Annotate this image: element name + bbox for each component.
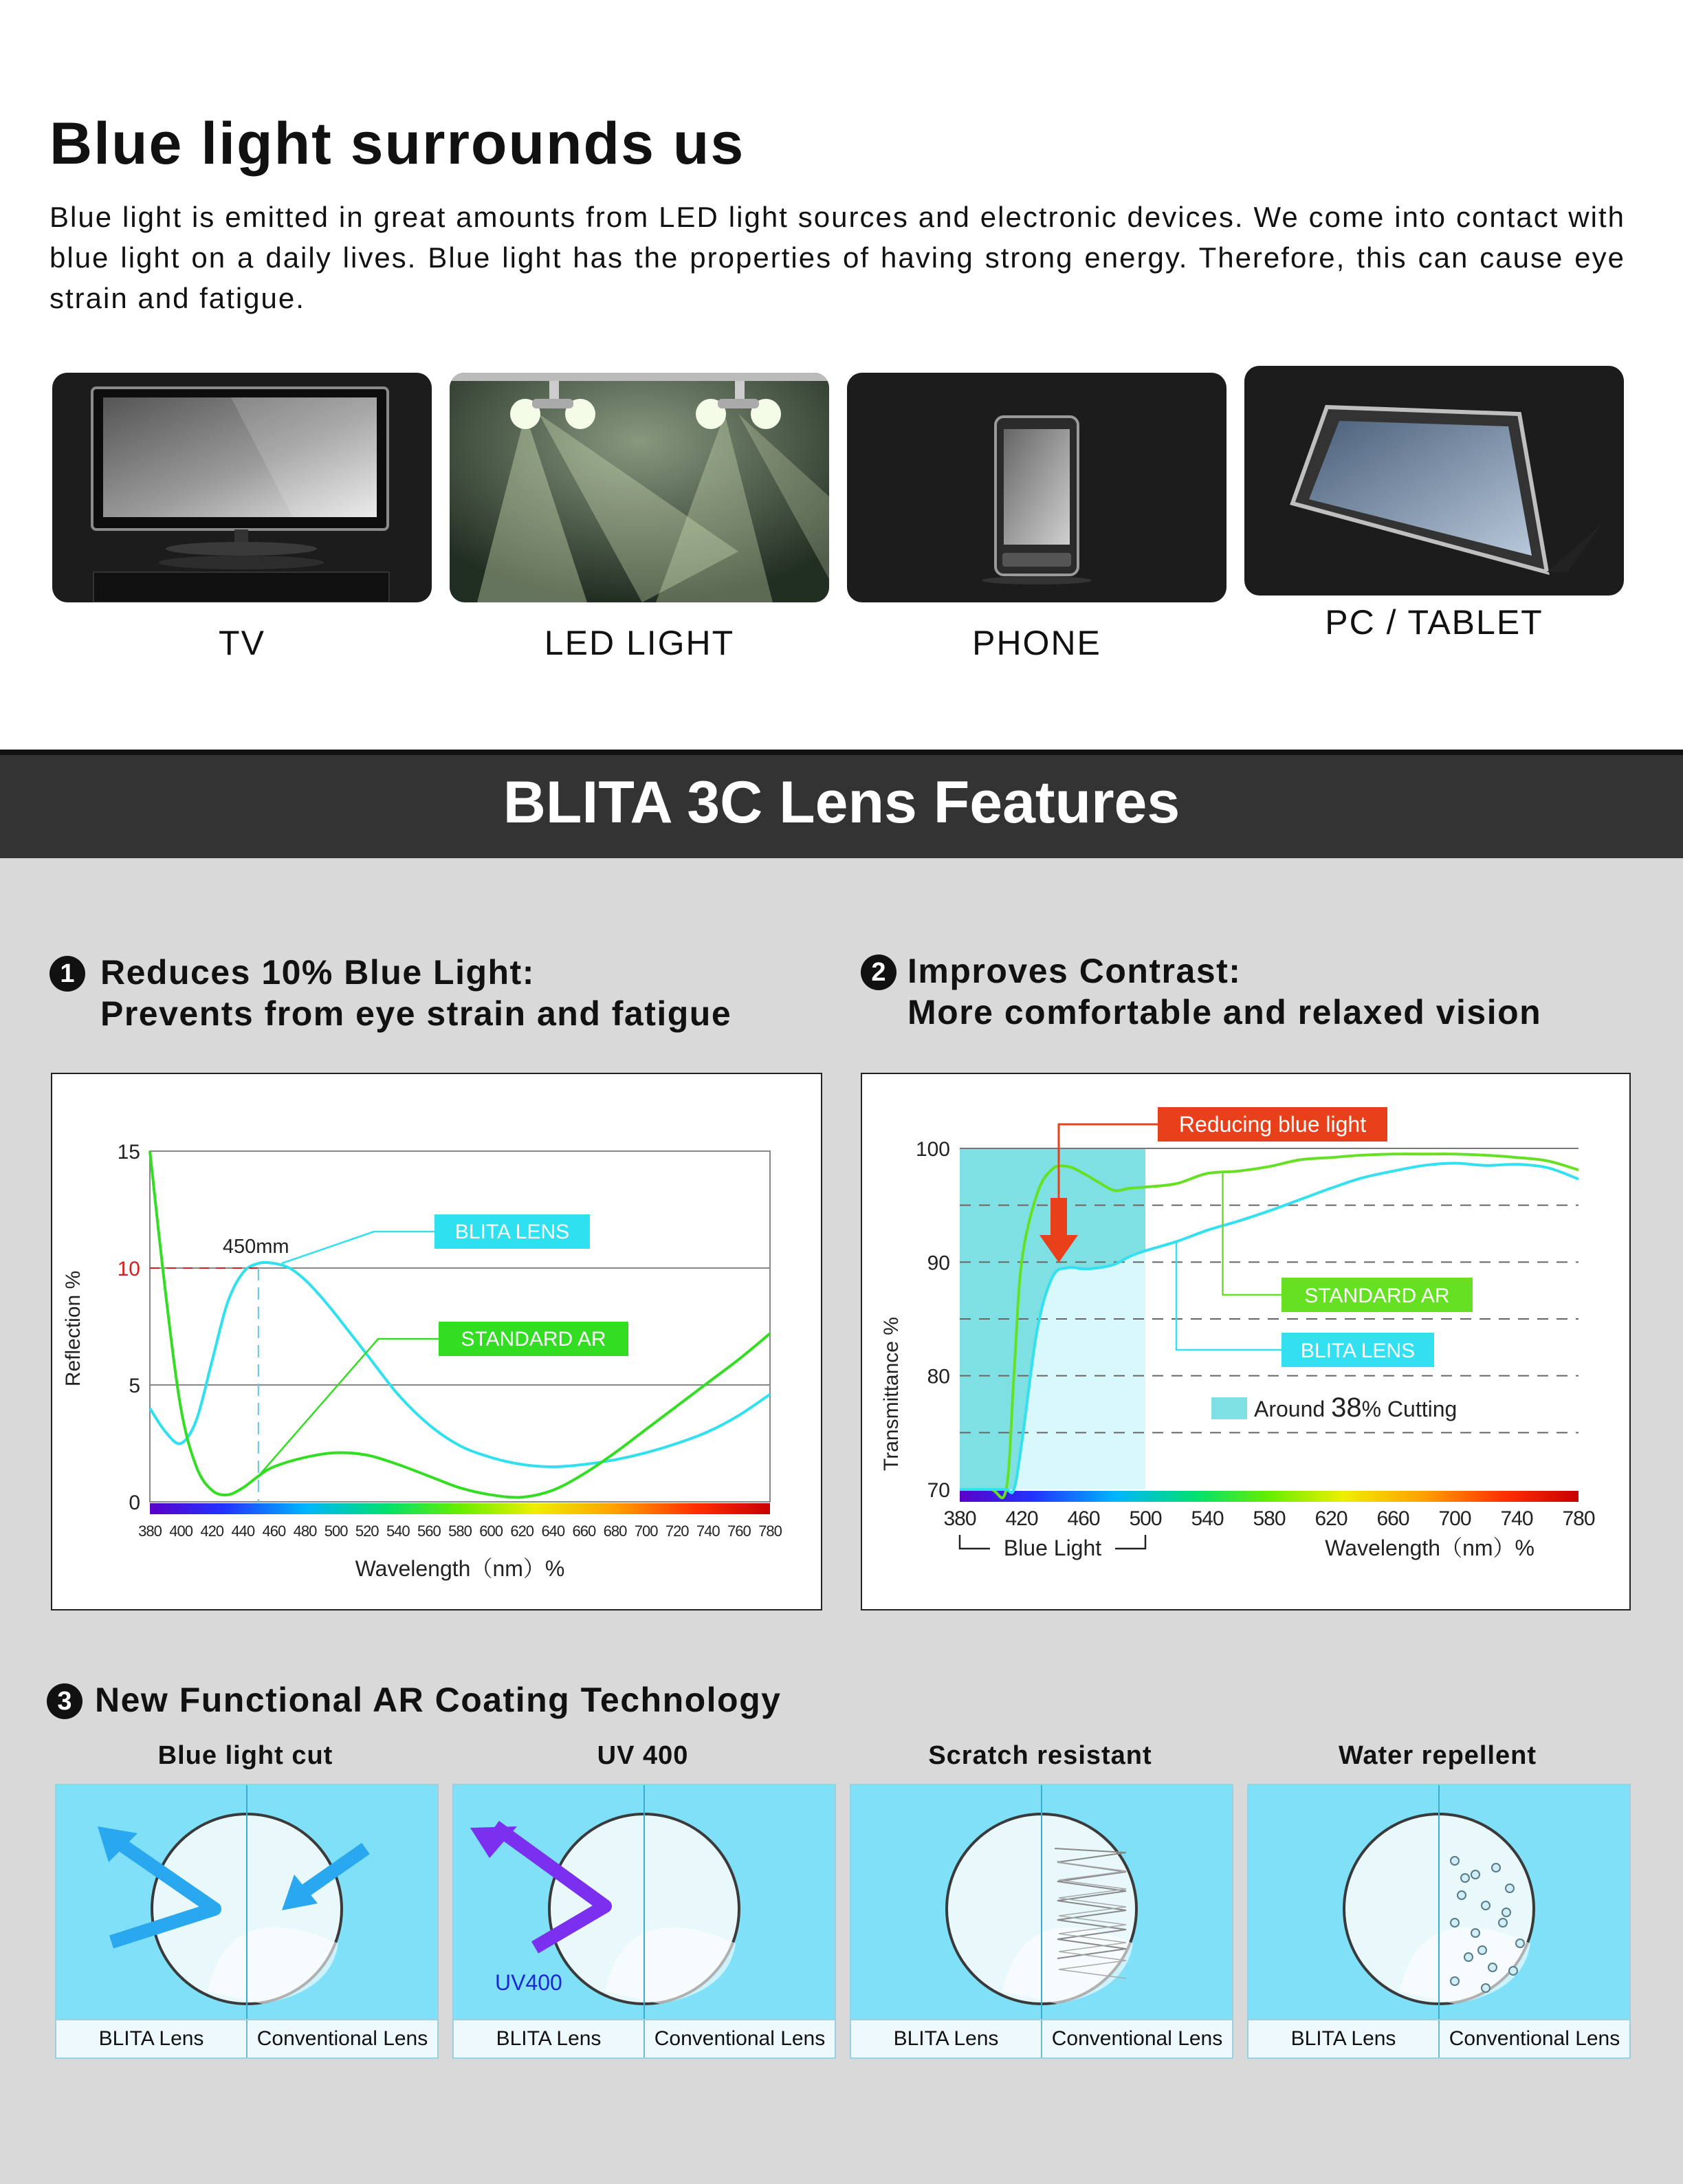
- x-tick-label: 660: [572, 1522, 596, 1540]
- feature-2-line1: Improves Contrast:: [908, 952, 1242, 990]
- x-tick-label: 380: [138, 1522, 162, 1540]
- feature-2-heading: [908, 950, 1541, 1033]
- water-droplet: [1461, 1874, 1469, 1882]
- x-tick-label: 540: [386, 1522, 410, 1540]
- blita-lens-label: BLITA Lens: [496, 2027, 602, 2050]
- coating-tile: [55, 1784, 439, 2022]
- water-droplet: [1451, 1857, 1459, 1865]
- water-droplet: [1516, 1939, 1524, 1947]
- x-tick-label: 780: [1562, 1507, 1595, 1530]
- led-light-icon: [450, 373, 829, 602]
- x-tick-label: 440: [231, 1522, 255, 1540]
- x-tick-label: 720: [665, 1522, 689, 1540]
- annotation-450mm: 450mm: [222, 1236, 289, 1258]
- water-droplets-icon: [1248, 1785, 1629, 2020]
- feature-number-3: 3: [47, 1683, 82, 1719]
- x-tick-label: 400: [169, 1522, 192, 1540]
- uv400-tag: UV400: [495, 1970, 562, 1995]
- water-droplet: [1492, 1864, 1500, 1872]
- y-tick-label: 15: [117, 1141, 140, 1164]
- x-tick-label: 660: [1376, 1507, 1409, 1530]
- phone-card: [847, 373, 1226, 602]
- spectrum-bar: [960, 1491, 1578, 1502]
- x-tick-label: 700: [634, 1522, 658, 1540]
- reflection-chart: [52, 1074, 821, 1609]
- x-tick-label: 500: [1129, 1507, 1162, 1530]
- tile-title: Scratch resistant: [928, 1741, 1152, 1770]
- water-droplet: [1482, 1901, 1490, 1910]
- x-tick-label: 580: [1253, 1507, 1286, 1530]
- tile-footer: [55, 2019, 439, 2059]
- blita-lens-label: BLITA Lens: [98, 2027, 204, 2050]
- spectrum-bar: [150, 1503, 770, 1514]
- x-axis-label: Wavelength（nm）%: [1325, 1536, 1534, 1560]
- x-tick-label: 680: [603, 1522, 627, 1540]
- water-droplet: [1488, 1963, 1497, 1972]
- x-tick-label: 700: [1438, 1507, 1471, 1530]
- series-line-blita-lens: [150, 1263, 770, 1467]
- water-droplet: [1478, 1946, 1486, 1954]
- reflection-chart-box: [51, 1073, 822, 1610]
- tile-footer: [452, 2019, 836, 2059]
- x-tick-label: 560: [417, 1522, 441, 1540]
- uv-deflect-icon: [454, 1785, 835, 2020]
- transmittance-chart-box: [861, 1073, 1631, 1610]
- x-tick-label: 380: [943, 1507, 976, 1530]
- y-tick-label: 100: [915, 1138, 950, 1161]
- conventional-lens-label: Conventional Lens: [644, 2020, 835, 2057]
- feature-1-heading: [100, 952, 732, 1034]
- water-droplet: [1451, 1919, 1459, 1927]
- x-tick-label: 640: [541, 1522, 565, 1540]
- blita-lens-label: BLITA Lens: [1290, 2027, 1396, 2050]
- tv-icon: [52, 373, 432, 602]
- x-tick-label: 580: [448, 1522, 472, 1540]
- reducing-blue-light-label: Reducing blue light: [1178, 1112, 1367, 1137]
- water-droplet: [1509, 1967, 1517, 1975]
- callout-label: STANDARD AR: [461, 1328, 606, 1351]
- feature-3-heading: New Functional AR Coating Technology: [95, 1681, 782, 1719]
- water-droplet: [1471, 1870, 1480, 1879]
- tv-card: [52, 373, 432, 602]
- conventional-lens-label: Conventional Lens: [1041, 2020, 1232, 2057]
- scratch-icon: [851, 1785, 1232, 2020]
- led-light-card: [450, 373, 829, 602]
- y-tick-label: 10: [117, 1258, 140, 1280]
- band-bracket-left: [960, 1535, 990, 1549]
- feature-1-line2: Prevents from eye strain and fatigue: [100, 994, 732, 1033]
- water-droplet: [1482, 1984, 1490, 1992]
- coating-tile: [850, 1784, 1233, 2022]
- callout-label: BLITA LENS: [454, 1221, 570, 1243]
- water-droplet: [1506, 1884, 1514, 1892]
- coating-tile: [452, 1784, 836, 2022]
- device-label-pc-tablet: PC / TABLET: [1325, 603, 1543, 642]
- y-axis-label: Reflection %: [62, 1270, 85, 1387]
- x-tick-label: 480: [293, 1522, 317, 1540]
- conventional-lens-label: Conventional Lens: [246, 2020, 437, 2057]
- reducing-arrow-shaft: [1050, 1198, 1067, 1236]
- blue-light-deflect-icon: [56, 1785, 437, 2020]
- x-tick-label: 620: [510, 1522, 534, 1540]
- x-tick-label: 740: [1500, 1507, 1533, 1530]
- water-droplet: [1464, 1953, 1473, 1961]
- callout-leader: [1176, 1242, 1282, 1350]
- x-axis-label: Wavelength（nm）%: [355, 1556, 565, 1581]
- conventional-lens-label: Conventional Lens: [1438, 2020, 1629, 2057]
- y-tick-label: 80: [927, 1365, 950, 1388]
- device-label-phone: PHONE: [972, 624, 1101, 662]
- intro-title: Blue light surrounds us: [50, 111, 745, 177]
- blue-light-band-label: Blue Light: [1003, 1536, 1102, 1560]
- x-tick-label: 500: [324, 1522, 348, 1540]
- x-tick-label: 760: [727, 1522, 751, 1540]
- band-bracket-right: [1115, 1535, 1145, 1549]
- water-droplet: [1471, 1929, 1480, 1937]
- feature-1-line1: Reduces 10% Blue Light:: [100, 953, 535, 992]
- y-axis-label: Transmittance %: [880, 1317, 903, 1471]
- x-tick-label: 780: [758, 1522, 782, 1540]
- tile-footer: [850, 2019, 1233, 2059]
- water-droplet: [1499, 1919, 1507, 1927]
- x-tick-label: 460: [262, 1522, 286, 1540]
- x-tick-label: 600: [479, 1522, 503, 1540]
- tile-title: Water repellent: [1338, 1741, 1537, 1770]
- tablet-card: [1244, 366, 1624, 596]
- callout-label: BLITA LENS: [1300, 1340, 1416, 1362]
- y-tick-label: 5: [129, 1375, 140, 1397]
- tile-title: Blue light cut: [157, 1741, 333, 1770]
- x-tick-label: 420: [1005, 1507, 1038, 1530]
- callout-leader: [1223, 1173, 1282, 1295]
- transmittance-chart: [862, 1074, 1629, 1609]
- legend-swatch: [1211, 1397, 1247, 1419]
- x-tick-label: 620: [1314, 1507, 1348, 1530]
- device-label-led-light: LED LIGHT: [544, 624, 735, 662]
- callout-leader: [282, 1232, 434, 1263]
- water-droplet: [1502, 1908, 1510, 1917]
- y-tick-label: 90: [927, 1252, 950, 1275]
- features-banner-title: BLITA 3C Lens Features: [503, 769, 1180, 836]
- y-tick-label: 0: [129, 1492, 140, 1514]
- feature-2-line2: More comfortable and relaxed vision: [908, 993, 1542, 1031]
- x-tick-label: 740: [696, 1522, 720, 1540]
- feature-number-2: 2: [861, 954, 896, 990]
- water-droplet: [1451, 1977, 1459, 1985]
- phone-icon: [847, 373, 1226, 602]
- tile-title: UV 400: [597, 1741, 689, 1770]
- x-tick-label: 520: [355, 1522, 379, 1540]
- water-droplet: [1458, 1891, 1466, 1899]
- tile-footer: [1247, 2019, 1631, 2059]
- callout-label: STANDARD AR: [1304, 1285, 1450, 1307]
- y-tick-label: 70: [927, 1479, 950, 1502]
- feature-number-1: 1: [50, 956, 85, 992]
- intro-text: Blue light is emitted in great amounts from LED light sources and electronic devices. We come into contact with blue light on a daily lives. Blue light has the properties of having strong energy. Therefore, this can cause eye strain and fatigue.: [50, 201, 1625, 314]
- x-tick-label: 420: [200, 1522, 224, 1540]
- blita-lens-label: BLITA Lens: [893, 2027, 999, 2050]
- tablet-icon: [1244, 366, 1624, 596]
- legend-label: Around 38% Cutting: [1254, 1393, 1458, 1423]
- device-label-tv: TV: [219, 624, 265, 662]
- coating-tile: [1247, 1784, 1631, 2022]
- x-tick-label: 540: [1191, 1507, 1224, 1530]
- x-tick-label: 460: [1067, 1507, 1100, 1530]
